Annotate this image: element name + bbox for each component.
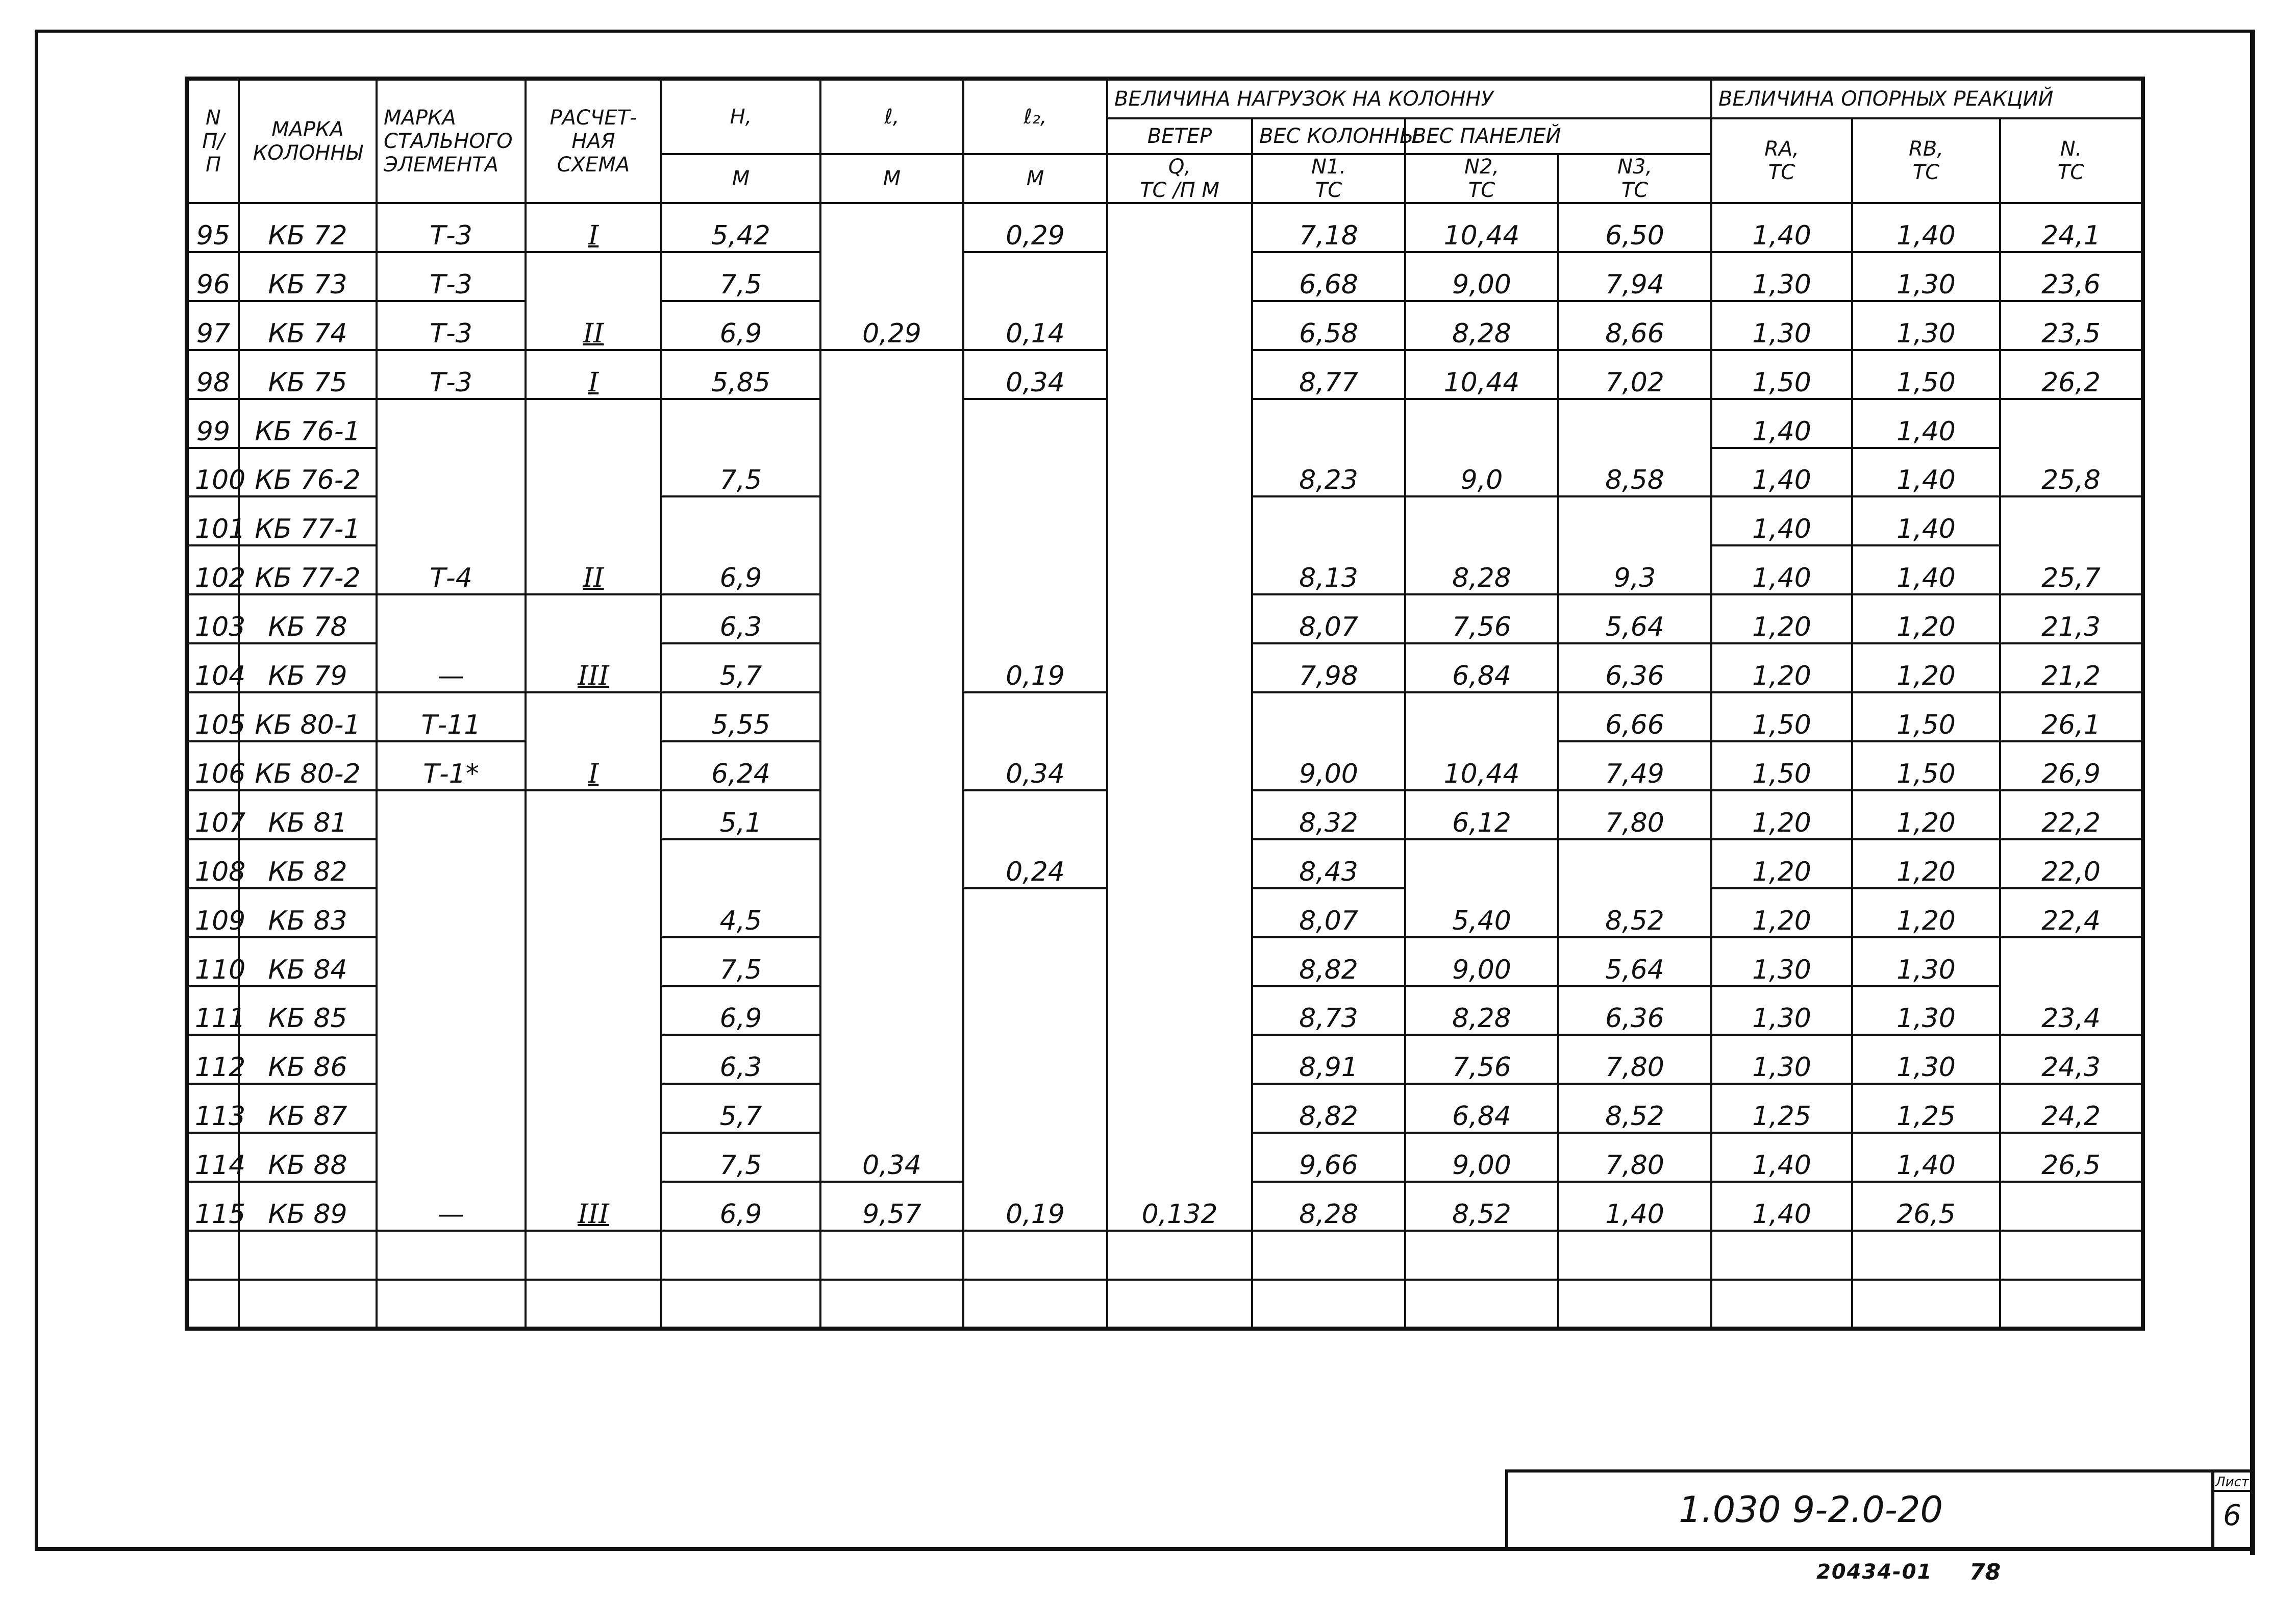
cell-h: 5,85 [661, 350, 820, 399]
cell-scheme: I [526, 350, 661, 399]
cell-rb: 1,25 [1852, 1084, 2000, 1133]
cell-ra: 1,30 [1711, 301, 1852, 350]
cell-steel-mark: Т-11 [377, 692, 526, 741]
cell-n2: 5,40 [1405, 839, 1558, 937]
header-n2-cell [1405, 154, 1558, 203]
cell-rb: 1,30 [1852, 301, 2000, 350]
cell-ra: 1,40 [1711, 1133, 1852, 1182]
header-loads-group: ВЕЛИЧИНА НАГРУЗОК НА КОЛОННУ [1107, 79, 1711, 118]
header-n2-unit: ТС [1468, 179, 1495, 202]
header-n1: N1. [1311, 155, 1346, 179]
header-reactions-group: ВЕЛИЧИНА ОПОРНЫХ РЕАКЦИЙ [1711, 79, 2143, 118]
cell-column-mark: КБ 76-1 [239, 399, 377, 448]
cell-column-mark: КБ 75 [239, 350, 377, 399]
header-rb-unit: ТС [1912, 161, 1940, 184]
cell-num: 109 [187, 888, 239, 937]
cell-steel-mark: Т-1* [377, 741, 526, 790]
cell-rb: 1,20 [1852, 790, 2000, 839]
cell-wind-q: 0,132 [1107, 203, 1252, 1231]
cell-n1: 8,23 [1252, 399, 1405, 497]
cell-rb: 1,20 [1852, 643, 2000, 692]
cell-rb: 1,20 [1852, 888, 2000, 937]
cell-num: 97 [187, 301, 239, 350]
cell-n: 25,7 [2000, 496, 2143, 594]
header-n1-unit: ТС [1315, 179, 1342, 202]
cell-n2: 10,44 [1405, 350, 1558, 399]
cell-column-mark: КБ 82 [239, 839, 377, 888]
cell-ra: 1,50 [1711, 741, 1852, 790]
cell-h: 6,9 [661, 301, 820, 350]
cell-n2: 9,00 [1405, 937, 1558, 986]
cell-scheme: I [526, 203, 661, 252]
cell-rb: 1,30 [1852, 1035, 2000, 1084]
header-n3-cell [1558, 154, 1711, 203]
cell-n2: 8,28 [1405, 301, 1558, 350]
cell-n2: 9,00 [1405, 252, 1558, 301]
cell-n2: 9,0 [1405, 399, 1558, 497]
header-ra-unit: ТС [1768, 161, 1795, 184]
cell-n1: 8,77 [1252, 350, 1405, 399]
cell-n3: 6,66 [1558, 692, 1711, 741]
cell-num: 102 [187, 545, 239, 594]
cell-n: 21,2 [2000, 643, 2143, 692]
cell-rb: 1,20 [1852, 839, 2000, 888]
cell-steel-mark: Т-3 [377, 203, 526, 252]
cell-n: 24,1 [2000, 203, 2143, 252]
header-l1: ℓ, [820, 79, 963, 154]
document-code: 1.030 9-2.0-20 [1679, 1489, 1943, 1531]
cell-n1: 8,13 [1252, 496, 1405, 594]
cell-n: 23,5 [2000, 301, 2143, 350]
cell-steel-mark: — [377, 594, 526, 692]
cell-n: 21,3 [2000, 594, 2143, 643]
cell-n3: 7,94 [1558, 252, 1711, 301]
cell-n2: 8,28 [1252, 1182, 1405, 1231]
cell-n: 25,8 [2000, 399, 2143, 497]
cell-rb: 1,50 [1852, 741, 2000, 790]
cell-n1: 9,66 [1252, 1133, 1405, 1182]
cell-n: 26,1 [2000, 692, 2143, 741]
cell-column-mark: КБ 88 [239, 1133, 377, 1182]
cell-rb: 1,40 [1711, 1182, 1852, 1231]
cell-n3: 5,64 [1558, 594, 1711, 643]
cell-n3: 7,02 [1558, 350, 1711, 399]
cell-n1: 8,82 [1252, 937, 1405, 986]
cell-l2: 0,19 [963, 399, 1107, 692]
cell-column-mark: КБ 77-2 [239, 545, 377, 594]
cell-h: 6,9 [661, 1182, 820, 1231]
cell-rb: 1,40 [1852, 1133, 2000, 1182]
cell-h: 7,5 [661, 252, 820, 301]
cell-steel-mark: — [377, 790, 526, 1231]
cell-steel-mark: Т-4 [377, 399, 526, 595]
cell-num: 112 [187, 1035, 239, 1084]
cell-num: 103 [187, 594, 239, 643]
cell-num: 108 [187, 839, 239, 888]
cell-column-mark: КБ 84 [239, 937, 377, 986]
cell-l2: 0,14 [963, 252, 1107, 350]
cell-n2: 8,28 [1405, 986, 1558, 1035]
cell-h: 6,3 [661, 1035, 820, 1084]
cell-n3: 8,58 [1558, 399, 1711, 497]
cell-rb: 1,40 [1852, 496, 2000, 545]
header-scheme: РАСЧЕТ-НАЯ СХЕМА [526, 79, 661, 203]
cell-n3: 8,52 [1558, 1084, 1711, 1133]
header-column-mark: МАРКА КОЛОННЫ [239, 79, 377, 203]
cell-l2: 0,24 [963, 790, 1107, 888]
cell-l1: 0,34 [820, 350, 963, 1182]
cell-ra: 1,40 [1711, 448, 1852, 497]
cell-h: 7,5 [661, 399, 820, 497]
cell-ra: 1,40 [1711, 203, 1852, 252]
header-rb-cell [1852, 118, 2000, 203]
cell-steel-mark: Т-3 [377, 301, 526, 350]
cell-ra: 1,40 [1711, 399, 1852, 448]
cell-n: 22,0 [2000, 839, 2143, 888]
cell-n1: 9,00 [1252, 692, 1405, 790]
cell-h: 6,3 [661, 594, 820, 643]
cell-scheme: III [526, 790, 661, 1231]
header-steel-mark: МАРКА СТАЛЬНОГО ЭЛЕМЕНТА [377, 79, 526, 203]
cell-ra: 1,20 [1711, 888, 1852, 937]
cell-n1: 8,73 [1252, 986, 1405, 1035]
cell-ra: 1,20 [1711, 839, 1852, 888]
cell-scheme: I [526, 692, 661, 790]
header-n: N. [2060, 137, 2082, 161]
cell-n: 26,2 [2000, 350, 2143, 399]
cell-column-mark: КБ 72 [239, 203, 377, 252]
cell-l2: 0,19 [963, 888, 1107, 1231]
cell-n3: 6,36 [1558, 643, 1711, 692]
cell-rb: 1,40 [1852, 399, 2000, 448]
cell-h: 5,1 [661, 790, 820, 839]
header-n-unit: ТС [2057, 161, 2085, 184]
cell-n3: 5,64 [1558, 937, 1711, 986]
cell-column-mark: КБ 79 [239, 643, 377, 692]
cell-n1: 6,68 [1252, 252, 1405, 301]
cell-n3: 6,36 [1558, 986, 1711, 1035]
sheet-number: 6 [2223, 1499, 2241, 1532]
header-l1-unit: М [820, 154, 963, 203]
cell-n: 26,5 [1852, 1182, 2000, 1231]
cell-column-mark: КБ 80-1 [239, 692, 377, 741]
cell-n: 22,4 [2000, 888, 2143, 937]
header-wind-q: Q, [1168, 155, 1191, 179]
cell-n1: 8,91 [1252, 1035, 1405, 1084]
cell-n3: 7,80 [1558, 790, 1711, 839]
cell-n1: 7,18 [1252, 203, 1405, 252]
cell-ra: 1,50 [1711, 692, 1852, 741]
cell-num: 115 [187, 1182, 239, 1231]
cell-n3: 8,52 [1558, 839, 1711, 937]
cell-n: 24,2 [2000, 1084, 2143, 1133]
header-ra-cell [1711, 118, 1852, 203]
cell-rb: 1,40 [1852, 203, 2000, 252]
cell-n2: 10,44 [1405, 692, 1558, 790]
cell-ra: 1,20 [1711, 594, 1852, 643]
cell-num: 105 [187, 692, 239, 741]
cell-h: 5,7 [661, 643, 820, 692]
cell-num: 104 [187, 643, 239, 692]
cell-ra: 1,50 [1711, 350, 1852, 399]
cell-num: 106 [187, 741, 239, 790]
cell-rb: 1,20 [1852, 594, 2000, 643]
cell-n2: 7,56 [1405, 594, 1558, 643]
cell-n3: 8,52 [1405, 1182, 1558, 1231]
cell-n1: 7,98 [1252, 643, 1405, 692]
cell-n2: 9,00 [1405, 1133, 1558, 1182]
cell-n: 24,3 [2000, 1035, 2143, 1084]
cell-n: 22,2 [2000, 790, 2143, 839]
table-row-empty [187, 1280, 2143, 1329]
cell-ra: 1,20 [1711, 790, 1852, 839]
cell-column-mark: КБ 76-2 [239, 448, 377, 497]
header-n3: N3, [1617, 155, 1653, 179]
cell-h: 5,42 [661, 203, 820, 252]
cell-ra: 1,30 [1711, 986, 1852, 1035]
cell-ra: 1,40 [1558, 1182, 1711, 1231]
cell-l1: 0,29 [820, 203, 963, 350]
cell-num: 101 [187, 496, 239, 545]
cell-column-mark: КБ 81 [239, 790, 377, 839]
cell-n3: 6,50 [1558, 203, 1711, 252]
cell-num: 111 [187, 986, 239, 1035]
header-n3-unit: ТС [1621, 179, 1649, 202]
table-row [187, 203, 2143, 252]
header-l2-unit: М [963, 154, 1107, 203]
sheet-label: Лист [2213, 1475, 2251, 1492]
cell-column-mark: КБ 85 [239, 986, 377, 1035]
header-wind-unit: ТС /П М [1140, 179, 1219, 202]
cell-rb: 1,50 [1852, 350, 2000, 399]
cell-scheme: II [526, 399, 661, 595]
cell-column-mark: КБ 89 [239, 1182, 377, 1231]
cell-n3: 9,3 [1558, 496, 1711, 594]
header-wind-q-cell [1107, 154, 1252, 203]
cell-n2: 6,12 [1405, 790, 1558, 839]
cell-h: 7,5 [661, 937, 820, 986]
cell-column-mark: КБ 73 [239, 252, 377, 301]
cell-n: 23,4 [2000, 937, 2143, 1035]
table-row-empty [187, 1231, 2143, 1280]
cell-column-mark: КБ 74 [239, 301, 377, 350]
cell-ra: 1,30 [1711, 252, 1852, 301]
cell-ra: 1,40 [1711, 545, 1852, 594]
cell-h: 6,24 [661, 741, 820, 790]
cell-rb: 1,50 [1852, 692, 2000, 741]
cell-h: 6,9 [661, 986, 820, 1035]
cell-n1: 8,07 [1252, 594, 1405, 643]
cell-l2: 0,29 [963, 203, 1107, 252]
cell-h: 5,7 [661, 1084, 820, 1133]
cell-n2: 8,28 [1405, 496, 1558, 594]
cell-rb: 1,40 [1852, 545, 2000, 594]
cell-ra: 1,40 [1711, 496, 1852, 545]
cell-n1: 8,82 [1252, 1084, 1405, 1133]
cell-num: 96 [187, 252, 239, 301]
cell-n1: 8,07 [1252, 888, 1405, 937]
cell-h: 6,9 [661, 496, 820, 594]
cell-l2: 0,34 [963, 692, 1107, 790]
cell-ra: 1,30 [1711, 937, 1852, 986]
cell-h: 7,5 [661, 1133, 820, 1182]
cell-ra: 1,20 [1711, 643, 1852, 692]
cell-n2: 10,44 [1405, 203, 1558, 252]
cell-n2: 6,84 [1405, 1084, 1558, 1133]
cell-rb: 1,30 [1852, 252, 2000, 301]
cell-ra: 1,25 [1711, 1084, 1852, 1133]
cell-n3: 7,49 [1558, 741, 1711, 790]
header-panel-weight: ВЕС ПАНЕЛЕЙ [1405, 118, 1711, 154]
header-l2: ℓ₂, [963, 79, 1107, 154]
cell-column-mark: КБ 78 [239, 594, 377, 643]
cell-rb: 1,30 [1852, 986, 2000, 1035]
header-n1-cell [1252, 154, 1405, 203]
cell-n1: 8,43 [1252, 839, 1405, 888]
cell-column-mark: КБ 87 [239, 1084, 377, 1133]
archive-code: 20434-01 [1816, 1560, 1933, 1584]
cell-h: 5,55 [661, 692, 820, 741]
cell-steel-mark: Т-3 [377, 350, 526, 399]
cell-n1: 6,58 [1252, 301, 1405, 350]
cell-num: 107 [187, 790, 239, 839]
cell-num: 95 [187, 203, 239, 252]
cell-ra: 1,30 [1711, 1035, 1852, 1084]
page-number: 78 [1969, 1559, 2001, 1585]
cell-column-mark: КБ 83 [239, 888, 377, 937]
cell-num: 98 [187, 350, 239, 399]
header-h: H, [661, 79, 820, 154]
header-h-unit: М [661, 154, 820, 203]
cell-n1: 9,57 [820, 1182, 963, 1231]
cell-rb: 1,40 [1852, 448, 2000, 497]
header-rb: RВ, [1909, 137, 1943, 161]
cell-n: 26,5 [2000, 1133, 2143, 1182]
drawing-frame-right-edge [2250, 30, 2255, 1555]
cell-n3: 8,66 [1558, 301, 1711, 350]
header-n-cell [2000, 118, 2143, 203]
cell-column-mark: КБ 77-1 [239, 496, 377, 545]
cell-n3: 7,80 [1558, 1035, 1711, 1084]
cell-n1: 8,32 [1252, 790, 1405, 839]
cell-n2: 7,56 [1405, 1035, 1558, 1084]
cell-steel-mark: Т-3 [377, 252, 526, 301]
cell-n2: 6,84 [1405, 643, 1558, 692]
cell-n: 23,6 [2000, 252, 2143, 301]
header-column-weight: ВЕС КОЛОННЫ [1252, 118, 1405, 154]
cell-n3: 7,80 [1558, 1133, 1711, 1182]
cell-num: 100 [187, 448, 239, 497]
cell-n: 26,9 [2000, 741, 2143, 790]
cell-h: 4,5 [661, 839, 820, 937]
header-wind: ВЕТЕР [1107, 118, 1252, 154]
column-loads-table [185, 77, 2145, 1331]
cell-rb: 1,30 [1852, 937, 2000, 986]
cell-num: 99 [187, 399, 239, 448]
cell-num: 114 [187, 1133, 239, 1182]
cell-l2: 0,34 [963, 350, 1107, 399]
cell-scheme: III [526, 594, 661, 692]
cell-column-mark: КБ 86 [239, 1035, 377, 1084]
cell-num: 113 [187, 1084, 239, 1133]
header-ra: RА, [1764, 137, 1799, 161]
cell-scheme: II [526, 252, 661, 350]
header-n2: N2, [1464, 155, 1500, 179]
header-num: N П/П [187, 79, 239, 203]
cell-num: 110 [187, 937, 239, 986]
cell-column-mark: КБ 80-2 [239, 741, 377, 790]
